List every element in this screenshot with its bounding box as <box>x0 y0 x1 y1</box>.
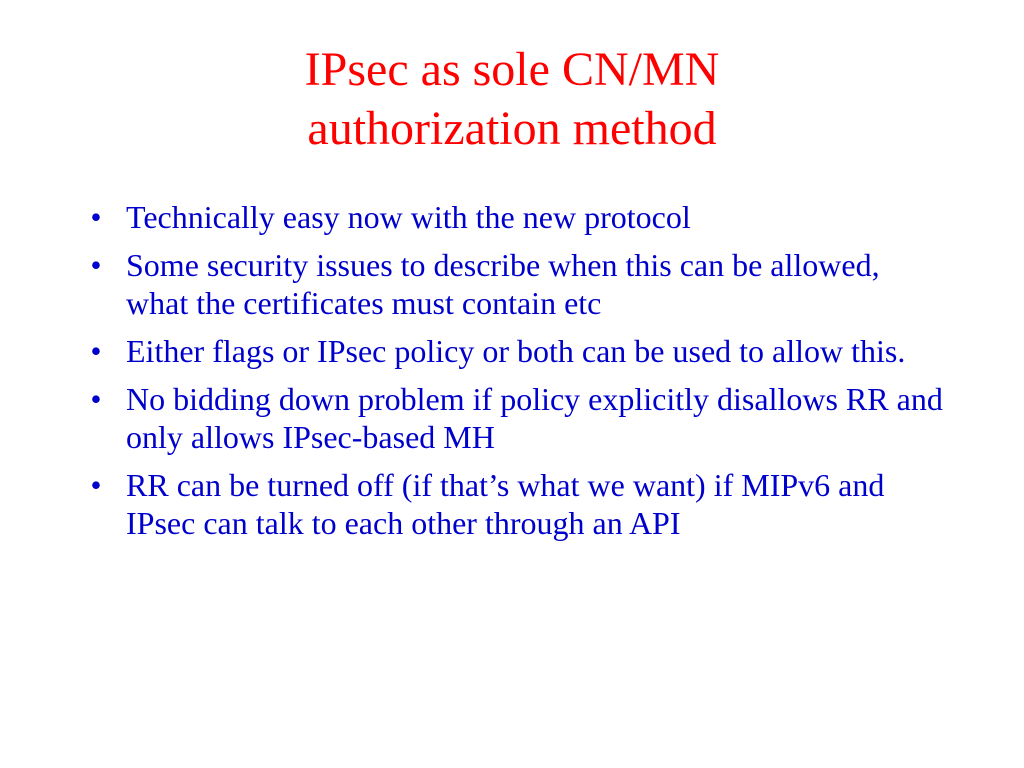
bullet-marker-icon: • <box>90 333 102 369</box>
bullet-text: Technically easy now with the new protocol <box>126 199 691 235</box>
slide-title-line-2: authorization method <box>307 102 717 155</box>
bullet-text: No bidding down problem if policy explicitly disallows RR and only allows IPsec-based MH <box>126 381 943 455</box>
bullet-list <box>86 198 946 552</box>
bullet-item <box>86 466 946 542</box>
bullet-item <box>86 198 946 236</box>
bullet-text: RR can be turned off (if that’s what we want) if MIPv6 and IPsec can talk to each other through an API <box>126 467 885 541</box>
bullet-item <box>86 246 946 322</box>
bullet-text: Some security issues to describe when this can be allowed, what the certificates must contain etc <box>126 247 880 321</box>
bullet-marker-icon: • <box>90 199 102 235</box>
bullet-item <box>86 332 946 370</box>
bullet-marker-icon: • <box>90 467 102 503</box>
slide-title-line-1: IPsec as sole CN/MN <box>304 43 720 96</box>
slide-title <box>62 40 962 158</box>
bullet-text: Either flags or IPsec policy or both can be used to allow this. <box>126 333 906 369</box>
bullet-marker-icon: • <box>90 247 102 283</box>
bullet-marker-icon: • <box>90 381 102 417</box>
bullet-item <box>86 380 946 456</box>
